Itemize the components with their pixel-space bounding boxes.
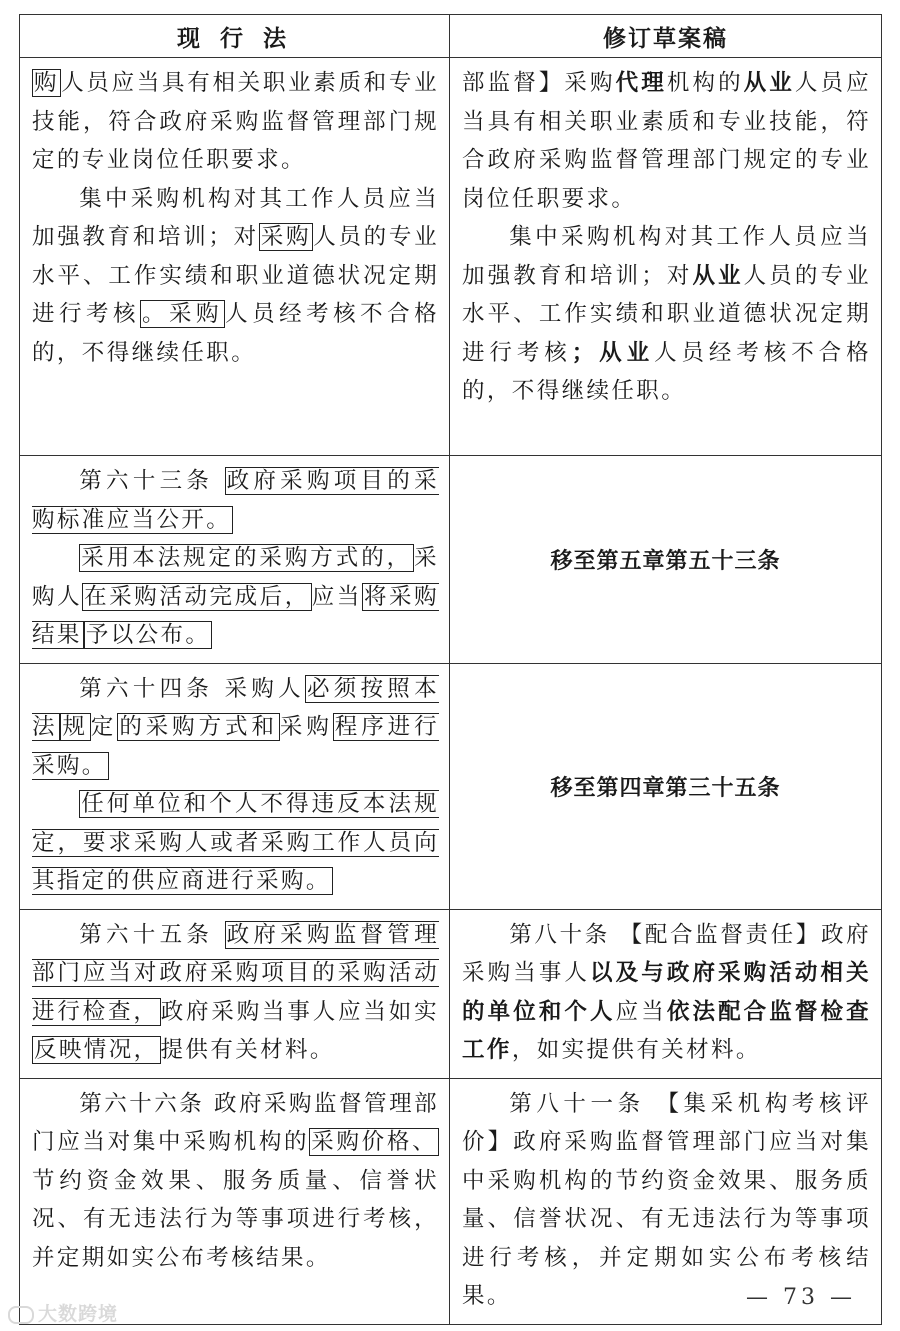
- boxed-deletion: 采用本法规定的采购方式的，: [81, 545, 413, 571]
- current-law-cell: [20, 1078, 450, 1324]
- text-run: 人员的专业水平、工作实绩和职业道德状况定期进行考核: [32, 224, 439, 327]
- bold-insertion: 依法配合监督检查工作: [462, 998, 871, 1063]
- boxed-deletion: 采购价格、: [311, 1129, 437, 1155]
- text-run: 第八十条 【配合监督责任】政府采购当事人: [462, 921, 871, 986]
- text-run: 第六十六条 政府采购监督管理部门应当对集中采购机构的: [32, 1090, 439, 1155]
- boxed-deletion: 的采购方式和: [119, 714, 278, 740]
- text-run: 第六十五条: [79, 921, 225, 948]
- boxed-deletion: 程序进行采购。: [32, 714, 439, 779]
- text-run: 部监督】: [462, 70, 565, 96]
- header-current-law: 现 行 法: [20, 15, 450, 58]
- page-number: — 73 —: [746, 1285, 856, 1310]
- paragraph: [462, 64, 871, 218]
- text-run: 人员经考核不合格的，不得继续任职。: [32, 301, 440, 366]
- boxed-deletion: 任何单位和个人不得违反本法规定，要求采购人或者采购工作人员向其指定的供应商进行采购。: [32, 791, 439, 894]
- boxed-deletion: 政府采购监督管理部门应当对政府采购项目的采购活动进行检查，: [32, 921, 439, 1025]
- text-run: 第六十三条: [79, 468, 225, 494]
- text-run: 第八十一条 【集采机构考核评价】政府采购监督管理部门应当对集中采购机构的节约资金效果、服务质量、信誉状况、有无违法行为等事项进行考核，并定期如实公布考核结果。: [462, 1090, 871, 1309]
- boxed-deletion: 反映情况，: [34, 1037, 159, 1063]
- table-row: [20, 456, 882, 664]
- watermark: [8, 1299, 118, 1326]
- boxed-deletion: 规: [62, 714, 89, 740]
- boxed-deletion: 政府采购项目的采购标准应当公开。: [32, 468, 439, 533]
- text-run: 人员应当具有相关职业素质和专业技能，符合政府采购监督管理部门规定的专业岗位任职要求。: [462, 70, 871, 212]
- text-run: ，如实提供有关材料。: [511, 1037, 761, 1063]
- paragraph: [462, 916, 871, 1070]
- boxed-deletion: 必须按照本法: [32, 675, 439, 740]
- bold-insertion: 代理: [615, 70, 667, 96]
- text-run: 政府采购当事人应当如实: [160, 998, 439, 1025]
- bold-insertion: 从业: [692, 262, 744, 289]
- text-run: 应当: [311, 583, 362, 610]
- header-revised-draft: 修订草案稿: [450, 15, 882, 58]
- text-run: 提供有关材料。: [160, 1037, 335, 1063]
- paragraph: [32, 180, 439, 373]
- text-run: 第六十四条 采购人: [79, 675, 305, 702]
- boxed-deletion: 采购: [260, 224, 312, 250]
- text-run: 人员经考核不合格的，不得继续任职。: [462, 339, 872, 404]
- paragraph: [32, 539, 439, 655]
- table-row: [20, 663, 882, 909]
- text-run: 采购: [279, 714, 333, 740]
- paragraph: [32, 64, 439, 180]
- boxed-deletion: 予以公布。: [85, 622, 211, 648]
- text-run: 集中采购机构对其工作人员应当加强教育和培训；对: [32, 185, 439, 250]
- paragraph: [32, 916, 439, 1070]
- table-row: [20, 909, 882, 1078]
- text-run: 采购: [564, 70, 616, 96]
- revised-draft-cell: [450, 58, 882, 456]
- table-header-row: [20, 15, 882, 58]
- text-run: 人员的专业水平、工作实绩和职业道德状况定期进行考核: [462, 262, 871, 366]
- paragraph: [32, 670, 439, 786]
- paragraph: [32, 785, 439, 901]
- paragraph: [32, 462, 439, 539]
- watermark-text: 大数跨境: [38, 1303, 119, 1325]
- bold-insertion: 从业: [743, 70, 795, 96]
- text-run: 应当: [615, 998, 667, 1025]
- paragraph: [462, 218, 871, 411]
- revised-draft-cell: 移至第五章第五十三条: [450, 456, 882, 664]
- text-run: 定: [90, 714, 118, 740]
- table-row: [20, 58, 882, 456]
- text-run: 集中采购机构对其工作人员应当加强教育和培训；对: [462, 224, 871, 289]
- current-law-cell: [20, 456, 450, 664]
- boxed-deletion: 。采购: [142, 301, 224, 327]
- boxed-deletion: 将采购结果: [32, 583, 439, 648]
- current-law-cell: [20, 909, 450, 1078]
- text-run: 节约资金效果、服务质量、信誉状况、有无违法行为等事项进行考核，并定期如实公布考核结果。: [32, 1167, 439, 1271]
- revised-draft-cell: 移至第四章第三十五条: [450, 663, 882, 909]
- text-run: 机构的: [666, 70, 744, 96]
- paragraph: [32, 1085, 439, 1278]
- watermark-logo-icon: [8, 1306, 34, 1324]
- boxed-deletion: 在采购活动完成后，: [84, 583, 310, 610]
- current-law-cell: [20, 663, 450, 909]
- text-run: 采购人: [32, 545, 439, 610]
- current-law-cell: [20, 58, 450, 456]
- boxed-deletion: 购: [34, 70, 60, 96]
- revised-draft-cell: [450, 909, 882, 1078]
- bold-insertion: ；从业: [571, 339, 655, 366]
- text-run: 人员应当具有相关职业素质和专业技能，符合政府采购监督管理部门规定的专业岗位任职要求。: [32, 70, 439, 173]
- comparison-table: [19, 14, 882, 1325]
- bold-insertion: 以及与政府采购活动相关的单位和个人: [462, 960, 871, 1025]
- paragraph: [462, 1085, 871, 1316]
